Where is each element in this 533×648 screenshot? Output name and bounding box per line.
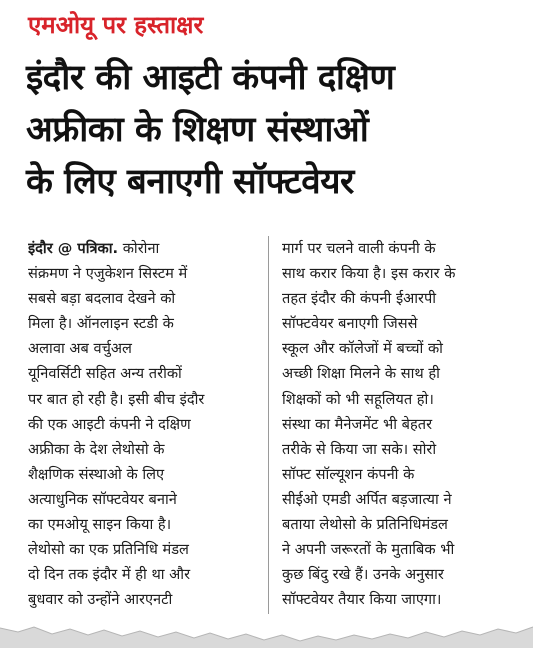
article-line: दो दिन तक इंदौर में ही था और [28, 566, 191, 584]
article-line: सॉफ्टवेयर बनाएगी जिससे [282, 315, 418, 333]
article-line: यूनिवर्सिटी सहित अन्य तरीकों [28, 365, 182, 383]
article-line: स्कूल और कॉलेजों में बच्चों को [282, 340, 443, 358]
article-line: कुछ बिंदु रखे हैं। उनके अनुसार [282, 566, 444, 584]
article-line: शिक्षकों को भी सहूलियत हो। [282, 390, 434, 408]
article-line-text: कोरोना [118, 240, 160, 257]
article-line: अफ्रीका के देश लेथोसो के [28, 440, 165, 458]
article-line: सबसे बड़ा बदलाव देखने को [28, 290, 176, 308]
headline-line-3: के लिए बनाएगी सॉफ्टवेयर [26, 162, 354, 202]
article-line: संस्था का मैनेजमेंट भी बेहतर [282, 415, 433, 433]
article-line: की एक आइटी कंपनी ने दक्षिण [28, 415, 191, 433]
headline-line-1: इंदौर की आइटी कंपनी दक्षिण [26, 58, 395, 98]
article-line: साथ करार किया है। इस करार के [282, 265, 456, 283]
article-line: मार्ग पर चलने वाली कंपनी के [282, 240, 436, 257]
article-line: बताया लेथोसो के प्रतिनिधिमंडल [282, 516, 448, 534]
article-column-right [282, 236, 514, 612]
article-column-left [28, 236, 260, 612]
article-line: सॉफ्ट सॉल्यूशन कंपनी के [282, 465, 415, 483]
headline [26, 52, 516, 208]
article-line: मिला है। ऑनलाइन स्टडी के [28, 315, 174, 333]
article-line: सॉफ्टवेयर तैयार किया जाएगा। [282, 591, 442, 609]
article-line: सीईओ एमडी अर्पित बड़जात्या ने [282, 490, 452, 508]
article-line: तहत इंदौर की कंपनी ईआरपी [282, 290, 437, 308]
column-divider [268, 236, 269, 614]
article-line: तरीके से किया जा सके। सोरो [282, 440, 437, 458]
dateline: इंदौर @ पत्रिका. [28, 240, 119, 257]
article-line: अच्छी शिक्षा मिलने के साथ ही [282, 365, 440, 383]
article-line: ने अपनी जरूरतों के मुताबिक भी [282, 541, 455, 559]
kicker-label: एमओयू पर हस्ताक्षर [28, 11, 204, 39]
article-line: अलावा अब वर्चुअल [28, 340, 132, 358]
article-line: लेथोसो का एक प्रतिनिधि मंडल [28, 541, 189, 559]
torn-paper-edge [0, 618, 533, 648]
article-line: अत्याधुनिक सॉफ्टवेयर बनाने [28, 490, 177, 508]
article-line: बुधवार को उन्होंने आरएनटी [28, 591, 173, 609]
article-line [28, 236, 260, 261]
headline-line-2: अफ्रीका के शिक्षण संस्थाओं [26, 110, 369, 150]
article-line: का एमओयू साइन किया है। [28, 516, 172, 534]
article-line: पर बात हो रही है। इसी बीच इंदौर [28, 390, 205, 408]
article-line: शैक्षणिक संस्थाओ के लिए [28, 465, 165, 483]
article-line: संक्रमण ने एजुकेशन सिस्टम में [28, 265, 188, 283]
